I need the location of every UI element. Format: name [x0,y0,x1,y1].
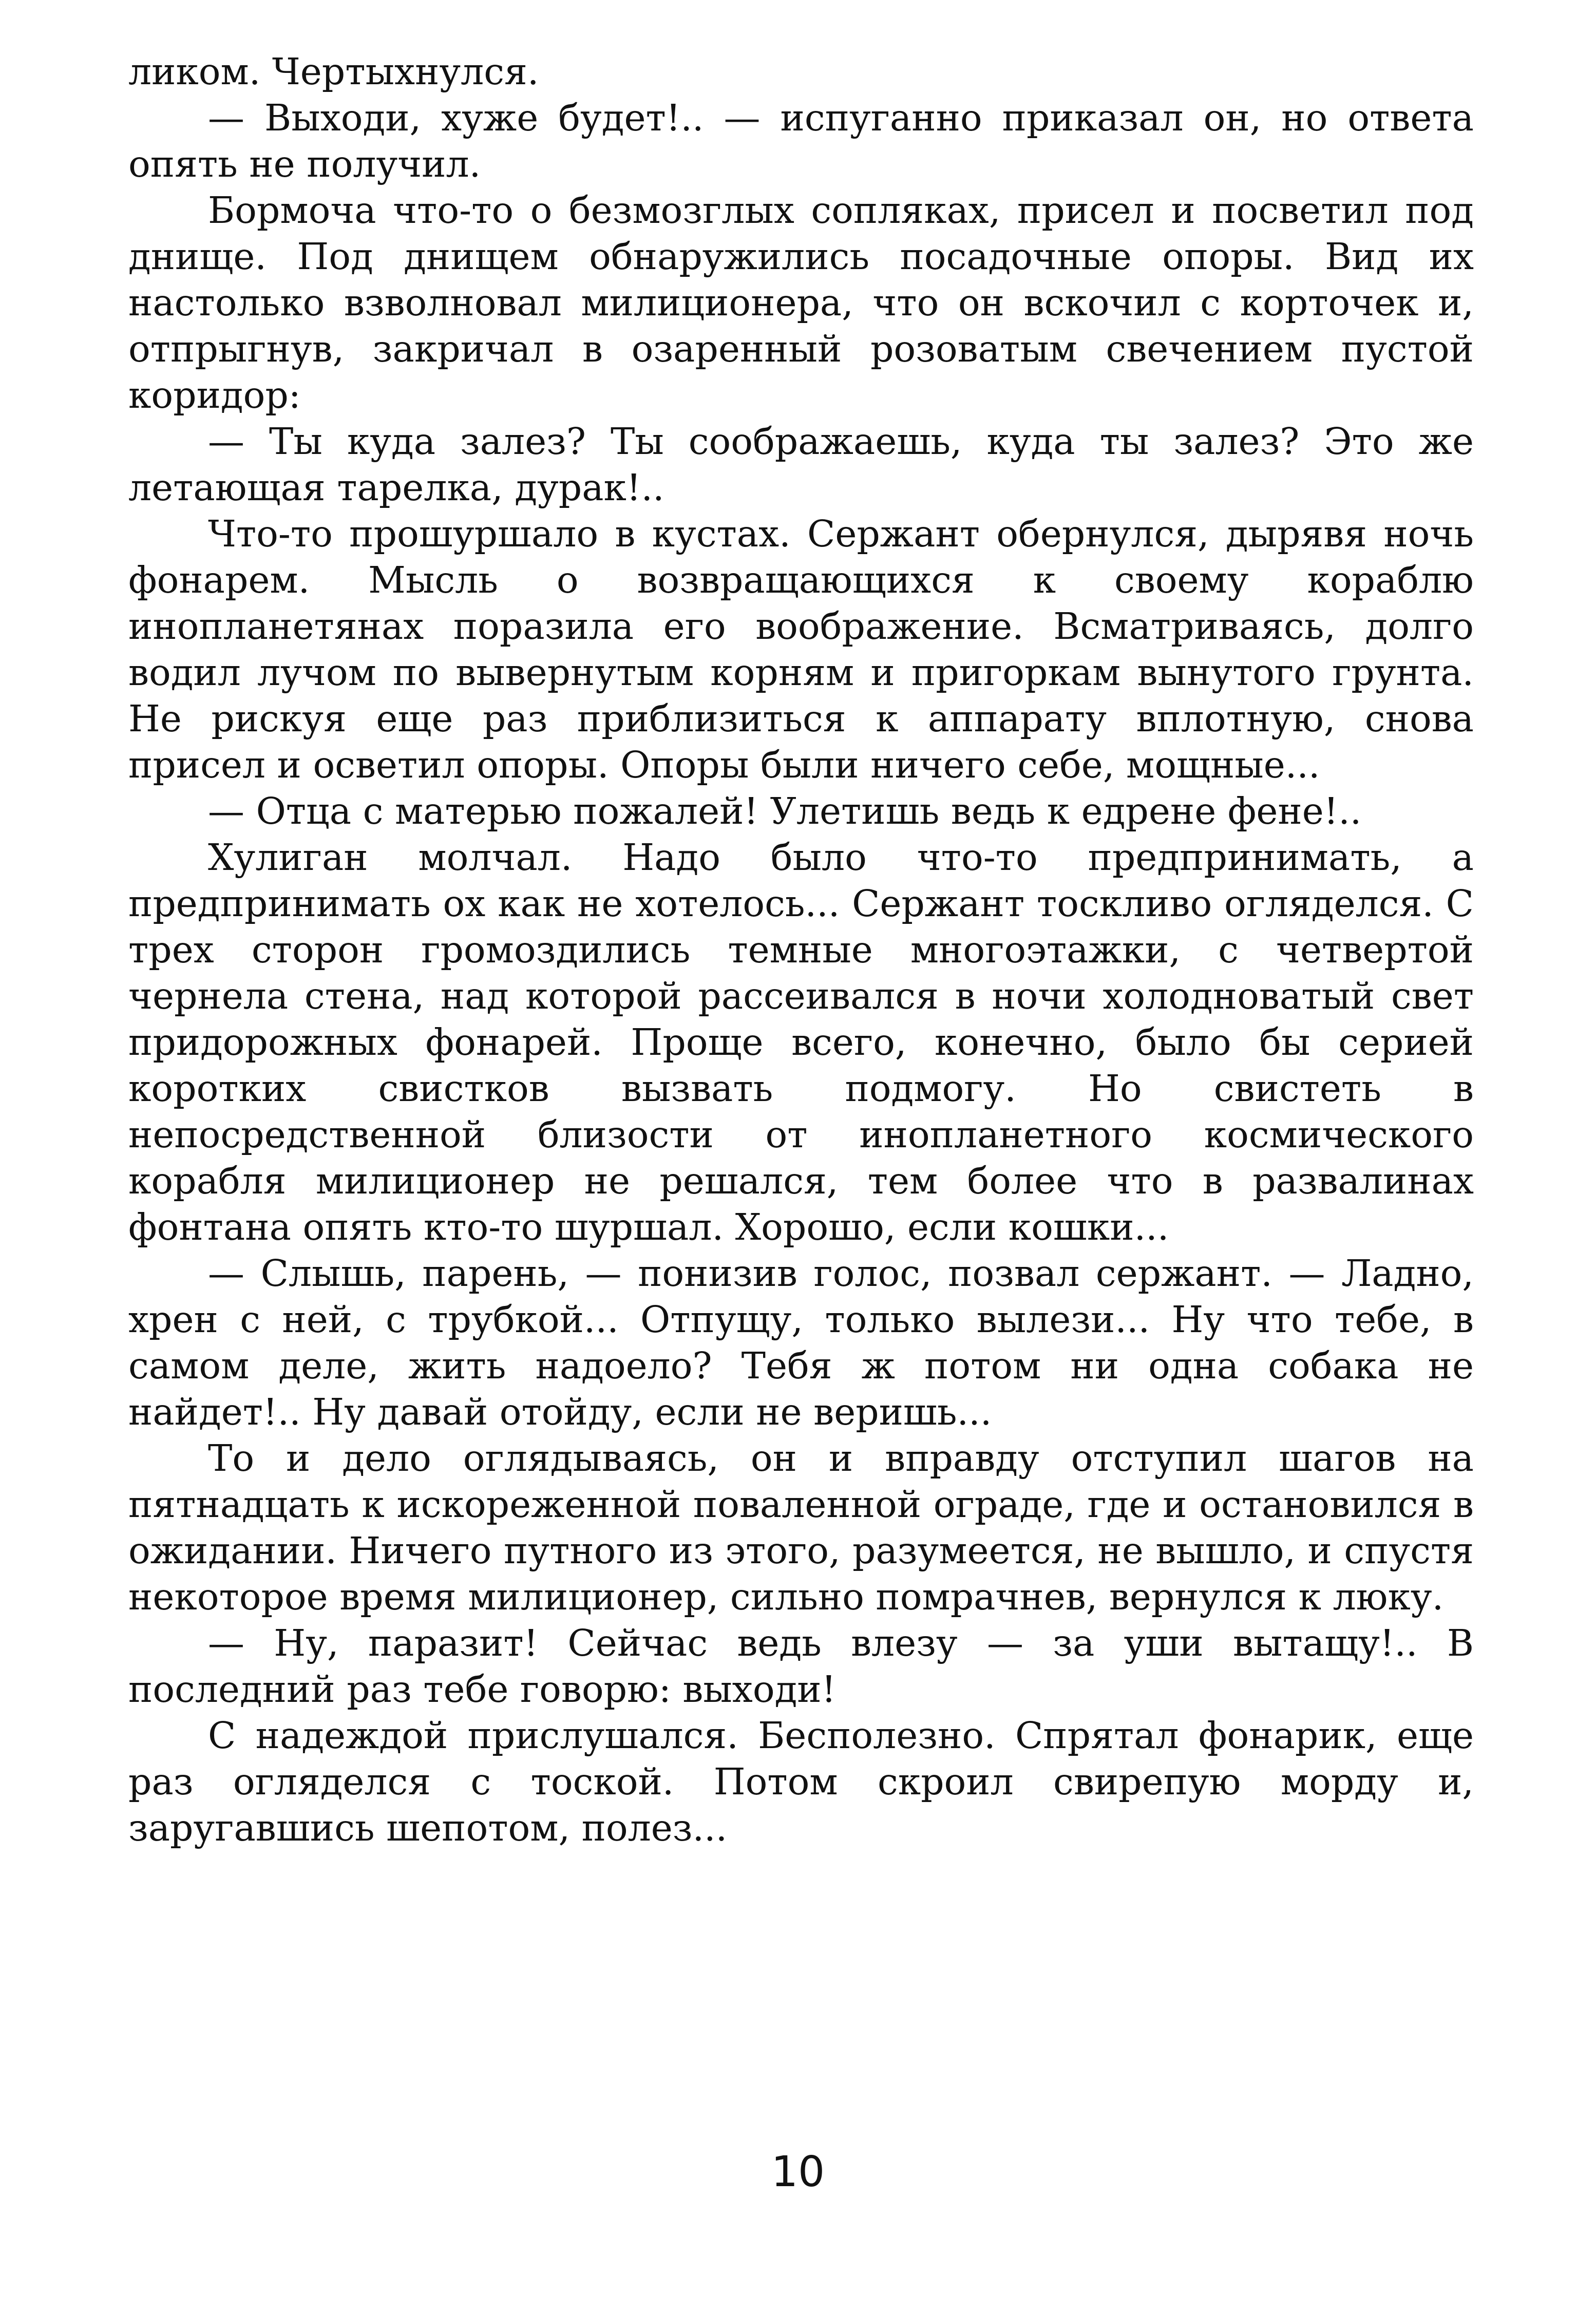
paragraph-6: — Отца с матерью пожалей! Улетишь ведь к едрене фене!.. [208,790,1362,832]
paragraph-4: — Ты куда залез? Ты соображаешь, куда ты залез? Это же летающая тарелка, дурак!.. [128,420,1474,509]
paragraph-9: То и дело оглядываясь, он и вправду отступил шагов на пятнадцать к искореженной поваленной ограде, где и остановился в ожидании. Ничего путного из этого, разумеется, не вышло, и спустя некоторое время милиционер, сильно помрачнев, вернулся к люку. [128,1437,1474,1618]
paragraph-11: С надеждой прислушался. Бесполезно. Спрятал фонарик, еще раз огляделся с тоской. Потом скроил свирепую морду и, заругавшись шепотом, полез... [128,1714,1474,1849]
page-number: 10 [771,2148,825,2196]
paragraph-5: Что-то прошуршало в кустах. Сержант обернулся, дырявя ночь фонарем. Мысль о возвращающихся к своему кораблю инопланетянах поразила его воображение. Всматриваясь, долго водил лучом по вывернутым корням и пригоркам вынутого грунта. Не рискуя еще раз приблизиться к аппарату вплотную, снова присел и осветил опоры. Опоры были ничего себе, мощные... [128,513,1474,786]
paragraph-7: Хулиган молчал. Надо было что-то предпринимать, а предпринимать ох как не хотелось... Сержант тоскливо огляделся. С трех сторон громоздились темные многоэтажки, с четвертой чернела стена, над которой рассеивался в ночи холодноватый свет придорожных фонарей. Проще всего, конечно, было бы серией коротких свистков вызвать подмогу. Но свистеть в непосредственной близости от инопланетного космического корабля милиционер не решался, тем более что в развалинах фонтана опять кто-то шуршал. Хорошо, если кошки... [128,836,1474,1248]
paragraph-10: — Ну, паразит! Сейчас ведь влезу — за уши вытащу!.. В последний раз тебе говорю: выходи! [128,1622,1474,1711]
paragraph-8: — Слышь, парень, — понизив голос, позвал сержант. — Ладно, хрен с ней, с трубкой... Отпущу, только вылези... Ну что тебе, в самом деле, жить надоело? Тебя ж потом ни одна собака не найдет!.. Ну давай отойду, если не веришь... [128,1252,1474,1433]
body-text [128,49,1474,1851]
paragraph-1: ликом. Чертыхнулся. [128,50,539,93]
paragraph-2: — Выходи, хуже будет!.. — испуганно приказал он, но ответа опять не получил. [128,97,1474,185]
paragraph-3: Бормоча что-то о безмозглых сопляках, присел и посветил под днище. Под днищем обнаружились посадочные опоры. Вид их настолько взволновал милиционера, что он вскочил с корточек и, отпрыгнув, закричал в озаренный розоватым свечением пустой коридор: [128,189,1474,416]
